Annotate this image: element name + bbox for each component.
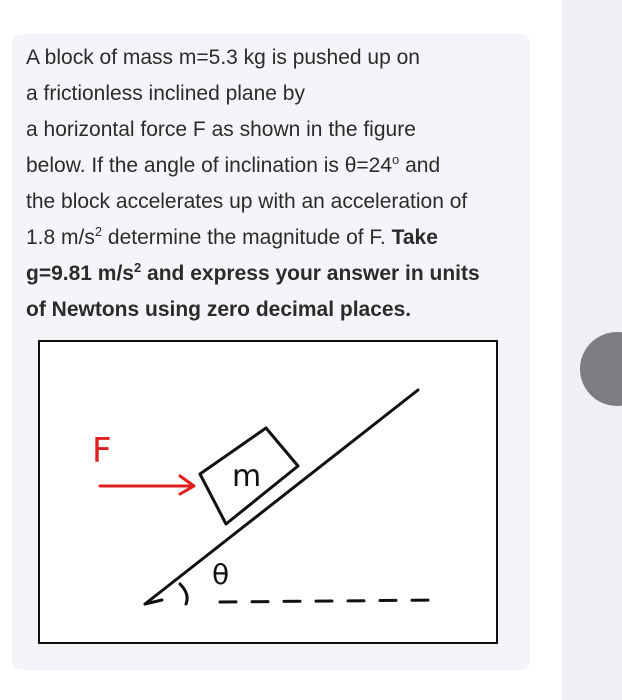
degree-superscript: o [392, 152, 400, 167]
incline-surface-line [145, 390, 418, 604]
question-line-5: the block accelerates up with an acceleration of [26, 190, 468, 213]
question-line-7 [26, 256, 526, 292]
question-line-2: a frictionless inclined plane by [26, 82, 305, 105]
question-line-6 [26, 220, 526, 256]
question-line-4 [26, 148, 526, 184]
question-line-7-text: and express your answer in units [141, 262, 480, 285]
gravity-unit-superscript: 2 [133, 260, 142, 275]
incline-diagram [40, 342, 496, 642]
gravity-value: g=9.81 m/s [26, 262, 134, 285]
question-line-1: A block of mass m=5.3 kg is pushed up on [26, 46, 420, 69]
take-bold-text: Take [391, 226, 438, 249]
force-label: F [92, 431, 112, 471]
acceleration-value: 1.8 m/s [26, 226, 95, 249]
horizontal-dashed-line [220, 600, 440, 602]
question-line-6-text: determine the magnitude of F. [102, 226, 392, 249]
question-line-4-text: below. If the angle of inclination is θ=24 [26, 154, 393, 177]
floating-side-button[interactable] [580, 332, 622, 406]
question-line-4-end: and [399, 154, 441, 177]
question-text [26, 40, 526, 328]
mass-label: m [232, 459, 262, 494]
angle-label: θ [212, 558, 230, 591]
angle-arc [180, 584, 187, 604]
question-line-8: of Newtons using zero decimal places. [26, 298, 412, 321]
incline-figure [38, 340, 498, 644]
question-line-3: a horizontal force F as shown in the figure [26, 118, 416, 141]
acceleration-unit-superscript: 2 [94, 224, 103, 239]
